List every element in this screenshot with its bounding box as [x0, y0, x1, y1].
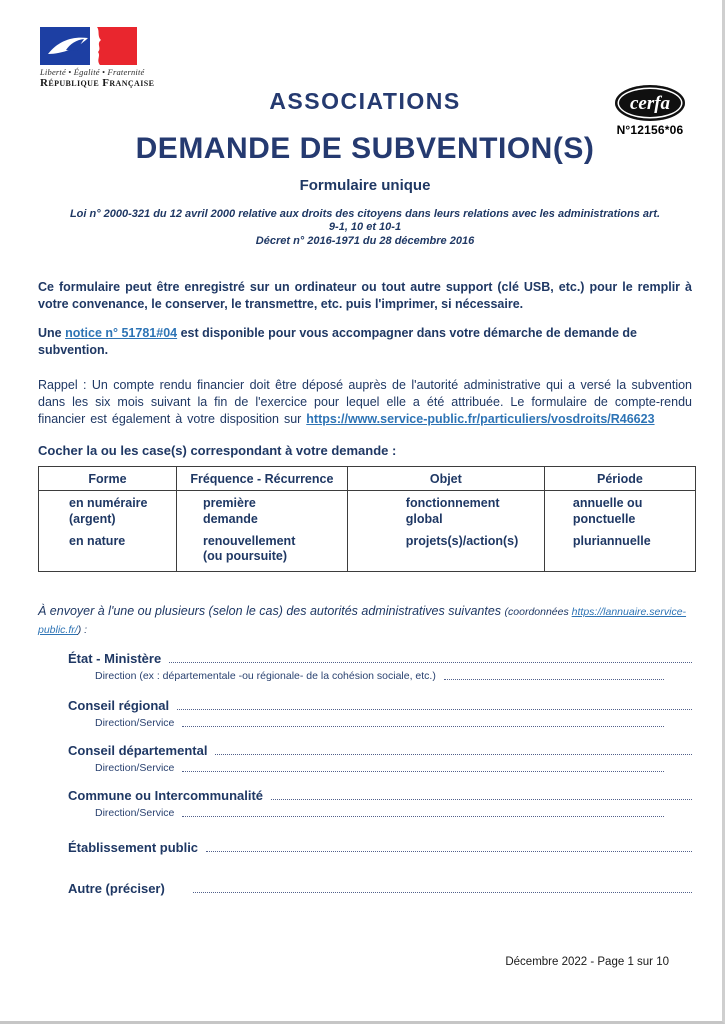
legal-references [65, 208, 665, 249]
column-header-periode: Période [544, 467, 695, 491]
column-header-frequence: Fréquence - Récurrence [176, 467, 347, 491]
logo-republic-name: République Française [40, 77, 155, 89]
intro-save-paragraph: Ce formulaire peut être enregistré sur un ordinateur ou tout autre support (clé USB, etc.) pour le remplir à votre convenance, le conserver, le transmettre, etc. puis l'imprimer, si nécessaire. [38, 279, 692, 311]
rappel-paragraph [38, 377, 692, 429]
field-sublabel-direction: Direction (ex : départementale -ou régionale- de la cohésion sociale, etc.) [95, 670, 436, 683]
law-reference-line: Loi n° 2000-321 du 12 avril 2000 relative aux droits des citoyens dans leurs relations avec les administrations art. 9-1, 10 et 10-1 [69, 208, 661, 234]
fill-line-conseil-departemental[interactable] [215, 745, 692, 755]
cerfa-badge [610, 85, 690, 137]
compte-rendu-link[interactable]: https://www.service-public.fr/particuliers/vosdroits/R46623 [306, 412, 655, 427]
field-label-etat-ministere: État - Ministère [68, 651, 162, 667]
field-label-autre: Autre (préciser) [68, 881, 165, 897]
frequence-cell [176, 491, 347, 572]
field-label-commune: Commune ou Intercommunalité [68, 788, 264, 804]
demande-options-table [38, 466, 696, 572]
fill-line-etablissement-public[interactable] [206, 842, 692, 852]
option-projets-actions[interactable]: projets(s)/action(s) [405, 533, 519, 548]
field-sublabel-direction-service-com: Direction/Service [95, 807, 175, 820]
option-en-nature[interactable]: en nature [69, 533, 126, 548]
recipient-fields [38, 651, 692, 896]
subtitle-formulaire-unique: Formulaire unique [299, 177, 431, 194]
field-group-commune [38, 788, 692, 819]
field-group-autre [38, 881, 692, 896]
rappel-text: Rappel : Un compte rendu financier doit être déposé auprès de l'autorité administrative qui a versé la subvention dans les six mois suivant la fin de l'exercice pour lequel elle a été attribuée. Le formulaire de compte-rendu financier est également à votre disposition sur [38, 377, 692, 427]
table-options-row [39, 491, 696, 572]
option-annuelle-ponctuelle[interactable]: annuelle ou ponctuelle [572, 496, 643, 526]
field-label-conseil-regional: Conseil régional [68, 698, 170, 714]
fill-line-direction-service-cr[interactable] [182, 717, 664, 727]
page-footer: Décembre 2022 - Page 1 sur 10 [505, 956, 669, 968]
recipients-intro-paren: (coordonnées [504, 606, 572, 619]
field-group-etat-ministere [38, 651, 692, 682]
republique-francaise-logo [40, 27, 155, 89]
recipients-intro-text: À envoyer à l'une ou plusieurs (selon le cas) des autorités administratives suivantes [38, 604, 505, 619]
decree-reference-line: Décret n° 2016-1971 du 28 décembre 2016 [255, 235, 475, 248]
column-header-objet: Objet [347, 467, 544, 491]
fill-line-commune[interactable] [271, 790, 692, 800]
french-flag-marianne-icon [40, 27, 137, 65]
field-label-conseil-departemental: Conseil départemental [68, 743, 208, 759]
fill-line-direction-service-cd[interactable] [182, 762, 664, 772]
option-renouvellement[interactable]: renouvellement (ou poursuite) [202, 533, 296, 564]
fill-line-direction[interactable] [444, 670, 664, 680]
field-group-etablissement-public [38, 840, 692, 855]
notice-text-after: est disponible pour vous accompagner dans votre démarche de demande de subvention. [38, 325, 637, 357]
fill-line-autre[interactable] [193, 883, 692, 893]
objet-cell [347, 491, 544, 572]
recipients-intro [38, 603, 692, 638]
notice-text-before: Une [38, 325, 66, 340]
periode-cell [544, 491, 695, 572]
cerfa-logo-icon [615, 85, 685, 121]
field-group-conseil-departemental [38, 743, 692, 774]
page-title-associations: ASSOCIATIONS [269, 88, 461, 114]
field-group-conseil-regional [38, 698, 692, 729]
option-en-numeraire[interactable]: en numéraire (argent) [69, 496, 148, 526]
option-fonctionnement-global[interactable]: fonctionnement global [405, 496, 500, 526]
notice-paragraph [38, 325, 692, 359]
field-sublabel-direction-service-cr: Direction/Service [95, 717, 175, 730]
recipients-intro-close: ) : [77, 623, 88, 636]
lannuaire-link[interactable]: https://lannuaire.service-public.fr/ [38, 606, 687, 636]
column-header-forme: Forme [39, 467, 177, 491]
checkbox-section-heading: Cocher la ou les case(s) correspondant à votre demande : [38, 443, 397, 459]
cerfa-brand: cerfa [629, 92, 671, 114]
cerfa-number: N°12156*06 [616, 123, 684, 137]
option-premiere-demande[interactable]: première demande [202, 496, 258, 526]
notice-link[interactable]: notice n° 51781#04 [65, 325, 178, 340]
page-title-demande: DEMANDE DE SUBVENTION(S) [135, 132, 595, 165]
fill-line-conseil-regional[interactable] [177, 700, 692, 710]
field-label-etablissement-public: Établissement public [68, 840, 199, 856]
forme-cell [39, 491, 177, 572]
option-pluriannuelle[interactable]: pluriannuelle [572, 533, 651, 548]
table-header-row [39, 467, 696, 491]
fill-line-direction-service-com[interactable] [182, 807, 664, 817]
field-sublabel-direction-service-cd: Direction/Service [95, 762, 175, 775]
logo-motto: Liberté • Égalité • Fraternité [40, 67, 145, 77]
fill-line-etat-ministere[interactable] [169, 653, 692, 663]
